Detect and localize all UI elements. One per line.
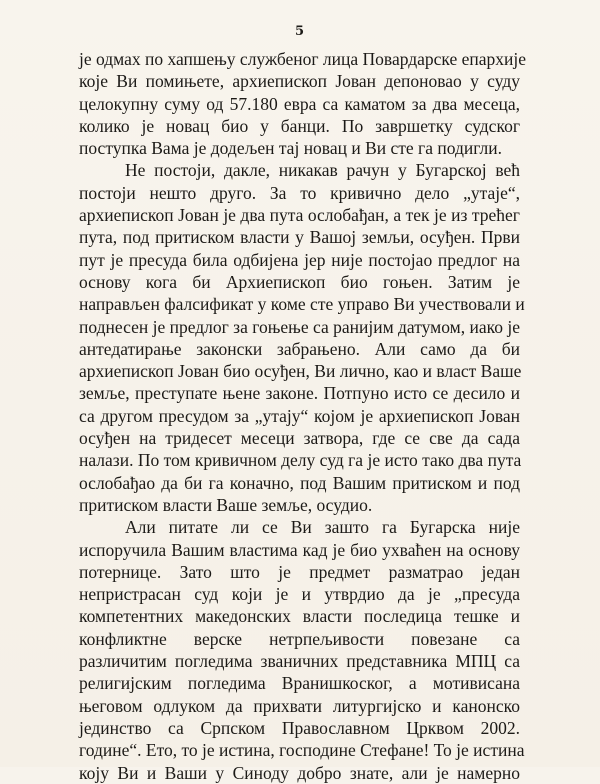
text-line: конфликтне верске нетрпељивости повезане са	[79, 628, 520, 649]
text-line: целокупну суму од 57.180 евра са каматом за два месеца,	[79, 93, 520, 114]
text-line: основу кога би Архиепископ био гоњен. Затим је	[79, 271, 520, 292]
text-line: архиепископ Јован је два пута ослобађан, а тек је из трећег	[79, 205, 520, 226]
text-line: различитим погледима званичних представника МПЦ са	[79, 651, 520, 672]
body-text	[79, 48, 527, 784]
text-line: Али питате ли се Ви зашто га Бугарска није	[125, 517, 520, 538]
text-line: поднесен је предлог за гоњење са ранијим датумом, иако је	[79, 316, 520, 337]
paragraph	[79, 48, 527, 159]
page-number: 5	[294, 24, 305, 39]
text-line: архиепископ Јован био осуђен, Ви лично, као и власт Ваше	[79, 361, 522, 382]
text-line: које Ви помињете, архиепископ Јован депоновао у суду	[79, 71, 520, 92]
text-line: религијским погледима Вранишкоског, а мотивисана	[79, 673, 520, 694]
text-line: његовом одлуком да прихвати литургијско и канонско	[79, 695, 520, 716]
text-line: налази. По том кривичном делу суд га је исто тако два пута	[79, 450, 522, 471]
text-line: колико је новац био у банци. По завршетку судског	[79, 115, 520, 136]
text-line: испоручила Вашим властима кад је био ухваћен на основу	[79, 539, 520, 560]
text-line: осуђен на тридесет месеци затвора, где се све да сада	[79, 428, 520, 449]
text-line: коју Ви и Ваши у Синоду добро знате, али је намерно	[79, 762, 520, 783]
text-line: пута, под притиском власти у Вашој земљи, осуђен. Први	[79, 227, 520, 248]
text-line: антедатирање законски забрањено. Али само да би	[79, 338, 520, 359]
text-line: земље, преступате њене законе. Потпуно исто се десило и	[79, 383, 520, 404]
paragraph	[79, 159, 525, 516]
text-line: направљен фалсификат у коме сте управо Ви учествовали и	[79, 294, 525, 315]
text-line: непристрасан суд који је и утврдио да је „пресуда	[79, 584, 520, 605]
text-line: јединство са Српском Православном Црквом 2002.	[79, 717, 520, 738]
text-line: компетентних македонских власти последица тешке и	[79, 606, 520, 627]
text-line: пут је пресуда била одбијена јер није постојао предлог на	[79, 249, 520, 270]
text-line: притиском власти Ваше земље, осудио.	[79, 494, 373, 515]
text-line: је одмах по хапшењу службеног лица Повардарске епархије	[79, 49, 527, 69]
text-line: ослобађао да би га коначно, под Вашим притиском и под	[79, 472, 520, 493]
text-line: постоји нешто друго. За то кривично дело „утаје“,	[79, 182, 520, 203]
text-line: поступка Вама је додељен тај новац и Ви сте га подигли.	[79, 138, 503, 159]
text-line: потернице. Зато што је предмет разматрао један	[79, 561, 520, 582]
text-line: са другом пресудом за „утају“ којом је архиепископ Јован	[79, 405, 520, 426]
paragraph	[79, 516, 525, 784]
text-line: Не постоји, дакле, никакав рачун у Бугарској већ	[125, 160, 520, 181]
text-line: године“. Ето, то је истина, господине Стефане! То је истина	[79, 740, 525, 761]
